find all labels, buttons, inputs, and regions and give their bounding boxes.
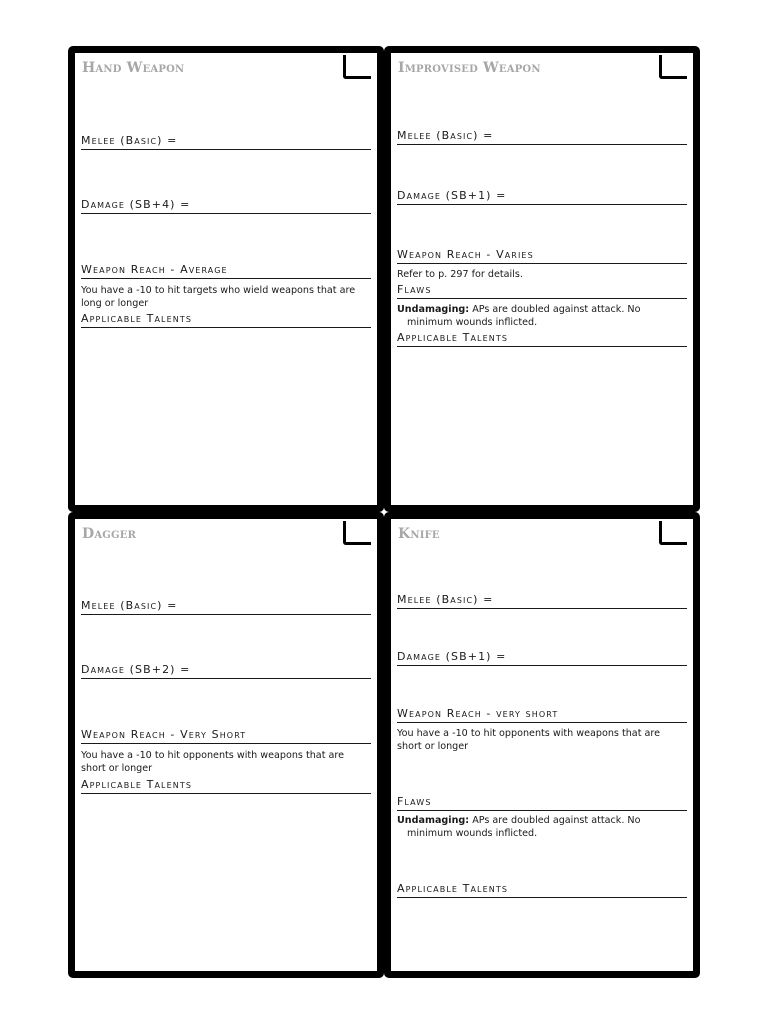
applicable-talents-heading: Applicable Talents — [81, 312, 371, 328]
flaw-entry — [397, 814, 687, 840]
weapon-reach-text: You have a -10 to hit targets who wield weapons that are long or longer — [81, 285, 356, 309]
applicable-talents-heading: Applicable Talents — [397, 331, 687, 347]
applicable-talents-heading: Applicable Talents — [81, 778, 371, 794]
flaws-heading: Flaws — [397, 283, 687, 299]
weapon-reach-heading: Weapon Reach - very short — [397, 707, 687, 723]
flaw-text: APs are doubled against attack. No minimum wounds inflicted. — [407, 304, 641, 328]
weapon-reach-heading: Weapon Reach - Varies — [397, 248, 687, 264]
flaw-entry — [397, 303, 687, 329]
card-improvised-weapon — [384, 46, 700, 512]
damage-field: Damage (SB+2) = — [81, 663, 371, 679]
flaw-name: Undamaging: — [397, 815, 470, 826]
weapon-reach-heading: Weapon Reach - Average — [81, 263, 371, 279]
card-title: Dagger — [82, 526, 137, 542]
flaws-heading: Flaws — [397, 795, 687, 811]
weapon-reach-heading: Weapon Reach - Very Short — [81, 728, 371, 744]
melee-field: Melee (Basic) = — [397, 593, 687, 609]
card-corner-box — [659, 55, 687, 79]
weapon-reach-text: You have a -10 to hit opponents with weapons that are short or longer — [397, 728, 661, 752]
card-title: Improvised Weapon — [398, 60, 541, 76]
weapon-reach-text: You have a -10 to hit opponents with weapons that are short or longer — [81, 750, 345, 774]
flaw-name: Undamaging: — [397, 304, 470, 315]
card-knife — [384, 512, 700, 978]
weapon-reach-text: Refer to p. 297 for details. — [397, 269, 523, 280]
damage-field: Damage (SB+1) = — [397, 650, 687, 666]
card-dagger — [68, 512, 384, 978]
damage-field: Damage (SB+4) = — [81, 198, 371, 214]
card-corner-box — [343, 521, 371, 545]
melee-field: Melee (Basic) = — [81, 599, 371, 615]
card-corner-box — [343, 55, 371, 79]
damage-field: Damage (SB+1) = — [397, 189, 687, 205]
flaw-text: APs are doubled against attack. No minimum wounds inflicted. — [407, 815, 641, 839]
card-title: Knife — [398, 526, 440, 542]
applicable-talents-heading: Applicable Talents — [397, 882, 687, 898]
card-corner-box — [659, 521, 687, 545]
melee-field: Melee (Basic) = — [81, 134, 371, 150]
card-title: Hand Weapon — [82, 60, 185, 76]
melee-field: Melee (Basic) = — [397, 129, 687, 145]
card-hand-weapon — [68, 46, 384, 512]
